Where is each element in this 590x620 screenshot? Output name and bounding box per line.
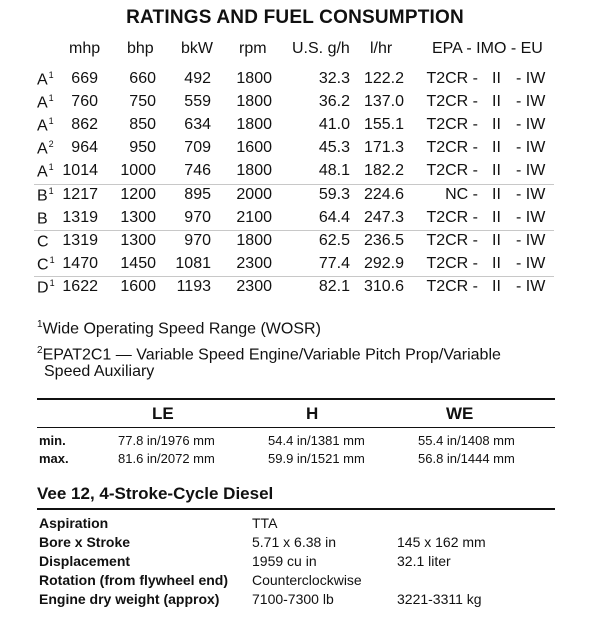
engine-title: Vee 12, 4-Stroke-Cycle Diesel	[37, 484, 274, 503]
epa-cell: T2CR -	[426, 139, 478, 156]
col-lhr: l/hr	[370, 40, 393, 57]
lhr-cell: 171.3	[363, 139, 404, 156]
grade-cell: C	[37, 233, 49, 251]
dim-header-le: LE	[152, 404, 174, 423]
grade-cell: B	[37, 210, 48, 228]
bkw-cell: 709	[184, 139, 211, 156]
gph-cell: 32.3	[318, 70, 350, 87]
table-row	[0, 162, 590, 184]
rpm-cell: 2300	[236, 255, 272, 272]
footnote-2: $^2$EPAT2C1 — Variable Speed Engine/Variable Pitch Prop/Variable	[37, 345, 501, 364]
eu-cell: - IW	[516, 162, 546, 179]
spec-label: Bore x Stroke	[39, 534, 131, 550]
mhp-cell: 862	[71, 116, 98, 133]
dim-header-h: H	[306, 404, 319, 423]
lhr-cell: 137.0	[363, 93, 404, 110]
lhr-cell: 155.1	[363, 116, 404, 133]
spec-value-metric: 3221-3311 kg	[397, 591, 482, 607]
row-separator	[34, 276, 554, 277]
bkw-cell: 970	[184, 209, 211, 226]
spec-value-metric: 32.1 liter	[397, 553, 451, 569]
gph-cell: 64.4	[318, 209, 350, 226]
mhp-cell: 1319	[62, 232, 98, 249]
bhp-cell: 950	[129, 139, 156, 156]
bhp-cell: 660	[129, 70, 156, 87]
spec-value-imperial: Counterclockwise	[252, 572, 362, 588]
epa-cell: T2CR -	[426, 232, 478, 249]
dimensions-top-rule	[37, 398, 555, 400]
imo-cell: II	[492, 93, 501, 110]
spec-value-imperial: 1959 cu in	[252, 553, 317, 569]
gph-cell: 45.3	[318, 139, 350, 156]
gph-cell: 41.0	[318, 116, 350, 133]
grade-cell: $A^1$	[37, 116, 54, 135]
bhp-cell: 1600	[120, 278, 156, 295]
mhp-cell: 1014	[62, 162, 98, 179]
grade-cell: $A^1$	[37, 93, 54, 112]
mhp-cell: 1319	[62, 209, 98, 226]
mhp-cell: 1217	[62, 186, 98, 203]
eu-cell: - IW	[516, 232, 546, 249]
dim-row-label: max.	[39, 451, 69, 466]
grade-cell: $D^1$	[37, 278, 55, 297]
spec-value-imperial: TTA	[252, 515, 278, 531]
bkw-cell: 1081	[175, 255, 211, 272]
spec-label: Aspiration	[39, 515, 109, 531]
epa-cell: T2CR -	[426, 116, 478, 133]
table-row	[0, 93, 590, 115]
dim-h-value: 59.9 in/1521 mm	[268, 451, 365, 466]
mhp-cell: 964	[71, 139, 98, 156]
eu-cell: - IW	[516, 278, 546, 295]
eu-cell: - IW	[516, 209, 546, 226]
imo-cell: II	[492, 116, 501, 133]
mhp-cell: 760	[71, 93, 98, 110]
imo-cell: II	[492, 139, 501, 156]
eu-cell: - IW	[516, 93, 546, 110]
mhp-cell: 1622	[62, 278, 98, 295]
grade-cell: $A^1$	[37, 70, 54, 89]
spec-value-metric: 145 x 162 mm	[397, 534, 486, 550]
dim-row-label: min.	[39, 433, 66, 448]
bhp-cell: 750	[129, 93, 156, 110]
col-bkw: bkW	[181, 40, 213, 57]
lhr-cell: 224.6	[363, 186, 404, 203]
grade-cell: $C^1$	[37, 255, 55, 274]
table-row	[0, 278, 590, 300]
col-bhp: bhp	[127, 40, 154, 57]
rpm-cell: 1800	[236, 93, 272, 110]
rpm-cell: 1800	[236, 162, 272, 179]
col-rpm: rpm	[239, 40, 267, 57]
dim-le-value: 81.6 in/2072 mm	[118, 451, 215, 466]
dim-we-value: 56.8 in/1444 mm	[418, 451, 515, 466]
bkw-cell: 492	[184, 70, 211, 87]
grade-cell: $A^2$	[37, 139, 54, 158]
bhp-cell: 1450	[120, 255, 156, 272]
imo-cell: II	[492, 162, 501, 179]
epa-cell: T2CR -	[426, 278, 478, 295]
mhp-cell: 1470	[62, 255, 98, 272]
epa-cell: T2CR -	[426, 162, 478, 179]
col-epa-imo-eu: EPA - IMO - EU	[432, 40, 543, 57]
bhp-cell: 1200	[120, 186, 156, 203]
rpm-cell: 1800	[236, 116, 272, 133]
imo-cell: II	[492, 209, 501, 226]
imo-cell: II	[492, 255, 501, 272]
footnote-1: $^1$Wide Operating Speed Range (WOSR)	[37, 319, 321, 338]
bkw-cell: 1193	[176, 278, 211, 295]
bhp-cell: 1300	[120, 209, 156, 226]
eu-cell: - IW	[516, 116, 546, 133]
rpm-cell: 2000	[236, 186, 272, 203]
imo-cell: II	[492, 186, 501, 203]
bkw-cell: 746	[184, 162, 211, 179]
imo-cell: II	[492, 70, 501, 87]
table-row	[0, 232, 590, 254]
spec-label: Displacement	[39, 553, 131, 569]
lhr-cell: 292.9	[363, 255, 404, 272]
epa-cell: T2CR -	[426, 70, 478, 87]
page-title: RATINGS AND FUEL CONSUMPTION	[126, 7, 464, 28]
bhp-cell: 850	[129, 116, 156, 133]
rpm-cell: 2300	[236, 278, 272, 295]
dim-le-value: 77.8 in/1976 mm	[118, 433, 215, 448]
gph-cell: 36.2	[318, 93, 350, 110]
col-mhp: mhp	[69, 40, 101, 57]
table-row	[0, 139, 590, 161]
bkw-cell: 634	[184, 116, 211, 133]
epa-cell: T2CR -	[426, 93, 478, 110]
gph-cell: 48.1	[318, 162, 350, 179]
rpm-cell: 1800	[236, 70, 272, 87]
bhp-cell: 1000	[120, 162, 156, 179]
lhr-cell: 236.5	[363, 232, 404, 249]
bkw-cell: 559	[184, 93, 211, 110]
gph-cell: 59.3	[318, 186, 350, 203]
table-row	[0, 255, 590, 277]
col-gph: U.S. g/h	[292, 40, 350, 57]
spec-label: Rotation (from flywheel end)	[39, 572, 228, 588]
eu-cell: - IW	[516, 139, 546, 156]
imo-cell: II	[492, 278, 501, 295]
gph-cell: 82.1	[318, 278, 350, 295]
bkw-cell: 895	[184, 186, 211, 203]
rpm-cell: 1600	[236, 139, 272, 156]
epa-cell: T2CR -	[426, 255, 478, 272]
table-row	[0, 186, 590, 208]
lhr-cell: 122.2	[363, 70, 404, 87]
mhp-cell: 669	[71, 70, 98, 87]
dim-header-we: WE	[446, 404, 474, 423]
dim-we-value: 55.4 in/1408 mm	[418, 433, 515, 448]
row-separator	[34, 184, 554, 185]
eu-cell: - IW	[516, 70, 546, 87]
table-row	[0, 116, 590, 138]
footnote-2-continued: Speed Auxiliary	[44, 363, 155, 380]
grade-cell: $A^1$	[37, 162, 54, 181]
dim-h-value: 54.4 in/1381 mm	[268, 433, 365, 448]
epa-cell: T2CR -	[426, 209, 478, 226]
epa-cell: NC -	[445, 186, 478, 203]
eu-cell: - IW	[516, 255, 546, 272]
spec-label: Engine dry weight (approx)	[39, 591, 220, 607]
rpm-cell: 1800	[236, 232, 272, 249]
bhp-cell: 1300	[120, 232, 156, 249]
gph-cell: 77.4	[318, 255, 350, 272]
table-row	[0, 70, 590, 92]
dimensions-header-rule	[37, 427, 555, 428]
grade-cell: $B^1$	[37, 186, 54, 205]
lhr-cell: 310.6	[363, 278, 404, 295]
imo-cell: II	[492, 232, 501, 249]
engine-rule	[37, 508, 555, 510]
gph-cell: 62.5	[318, 232, 350, 249]
row-separator	[34, 230, 554, 231]
table-row	[0, 209, 590, 231]
lhr-cell: 247.3	[363, 209, 404, 226]
spec-value-imperial: 7100-7300 lb	[252, 591, 334, 607]
eu-cell: - IW	[516, 186, 546, 203]
spec-value-imperial: 5.71 x 6.38 in	[252, 534, 337, 550]
lhr-cell: 182.2	[363, 162, 404, 179]
rpm-cell: 2100	[236, 209, 272, 226]
bkw-cell: 970	[184, 232, 211, 249]
